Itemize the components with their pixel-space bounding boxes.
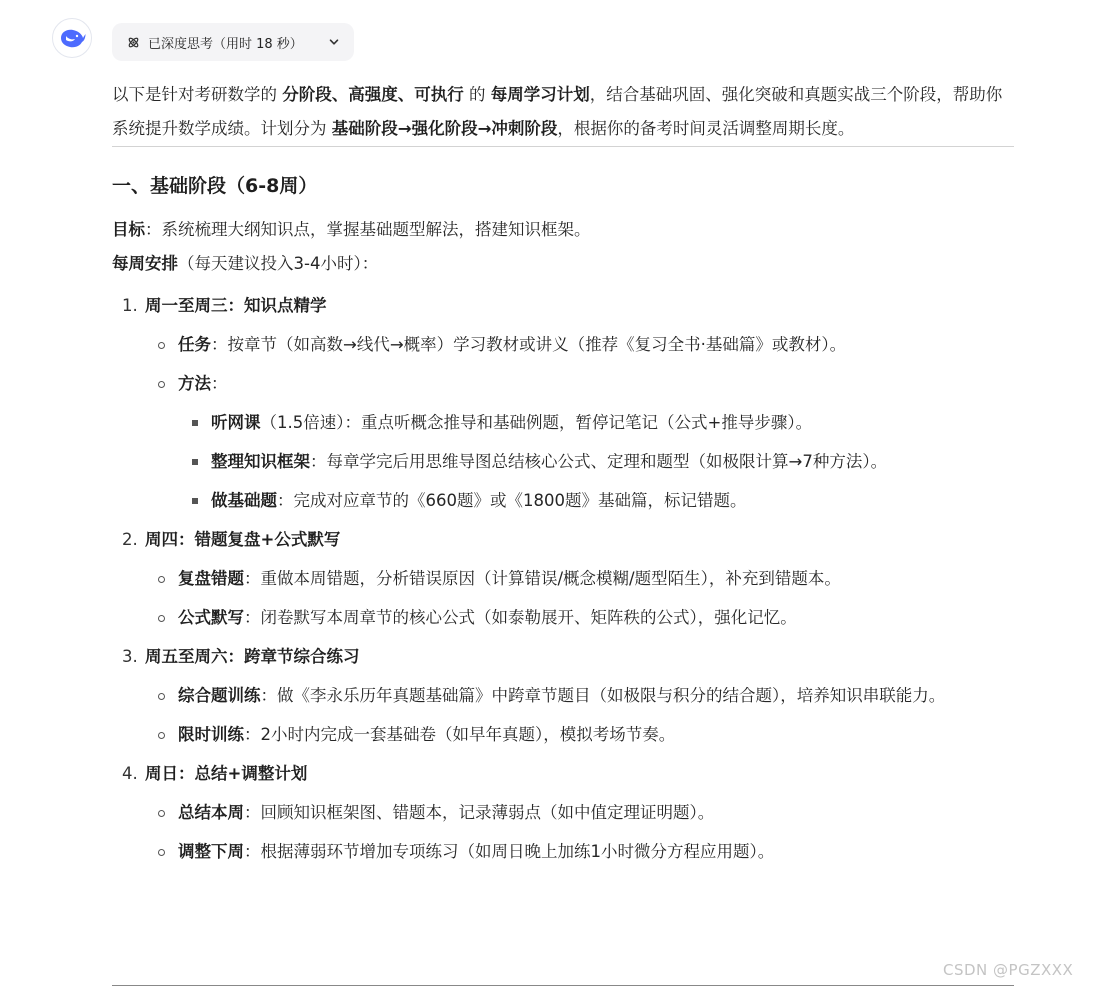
deep-thinking-label: 已深度思考（用时 18 秒） bbox=[148, 36, 303, 52]
sub-item: 复盘错题：重做本周错题，分析错误原因（计算错误/概念模糊/题型陌生），补充到错题本。 bbox=[112, 562, 1014, 596]
sub-item: 任务：按章节（如高数→线代→概率）学习教材或讲义（推荐《复习全书·基础篇》或教材）。 bbox=[112, 328, 1014, 362]
atom-icon bbox=[127, 36, 140, 49]
list-item: 1. 周一至周三：知识点精学 bbox=[122, 296, 327, 315]
goal-line: 目标：系统梳理大纲知识点，掌握基础题型解法，搭建知识框架。 每周安排（每天建议投入3-4小时）： bbox=[112, 220, 591, 273]
bottom-divider bbox=[112, 985, 1014, 986]
divider bbox=[112, 146, 1014, 147]
sub-item: 总结本周：回顾知识框架图、错题本，记录薄弱点（如中值定理证明题）。 bbox=[112, 796, 1014, 830]
sub-sub-item: 做基础题：完成对应章节的《660题》或《1800题》基础篇，标记错题。 bbox=[112, 484, 1014, 518]
list-item: 4. 周日：总结+调整计划 bbox=[122, 764, 308, 783]
sub-item: 公式默写：闭卷默写本周章节的核心公式（如泰勒展开、矩阵秩的公式），强化记忆。 bbox=[112, 601, 1014, 635]
sub-item: 方法： bbox=[112, 367, 1014, 401]
answer-content bbox=[112, 78, 1014, 869]
intro-paragraph: 以下是针对考研数学的 分阶段、高强度、可执行 的 每周学习计划，结合基础巩固、强化突破和真题实战三个阶段，帮助你系统提升数学成绩。计划分为 基础阶段→强化阶段→冲刺阶段，根据你的备考时间灵活调整周期长度。 bbox=[112, 85, 1003, 138]
list-item: 2. 周四：错题复盘+公式默写 bbox=[122, 530, 341, 549]
sub-sub-item: 整理知识框架：每章学完后用思维导图总结核心公式、定理和题型（如极限计算→7种方法）。 bbox=[112, 445, 1014, 479]
sub-item: 综合题训练：做《李永乐历年真题基础篇》中跨章节题目（如极限与积分的结合题），培养知识串联能力。 bbox=[112, 679, 1014, 713]
whale-logo-icon bbox=[58, 27, 86, 49]
deep-thinking-toggle[interactable] bbox=[112, 23, 354, 61]
sub-item: 限时训练：2小时内完成一套基础卷（如早年真题），模拟考场节奏。 bbox=[112, 718, 1014, 752]
avatar bbox=[52, 18, 92, 58]
watermark: CSDN @PGZXXX bbox=[943, 961, 1074, 979]
chevron-down-icon bbox=[328, 36, 340, 48]
sub-item: 调整下周：根据薄弱环节增加专项练习（如周日晚上加练1小时微分方程应用题）。 bbox=[112, 835, 1014, 869]
section-heading: 一、基础阶段（6-8周） bbox=[112, 175, 318, 197]
list-item: 3. 周五至周六：跨章节综合练习 bbox=[122, 647, 360, 666]
weekly-plan-list bbox=[112, 289, 1014, 869]
sub-sub-item: 听网课（1.5倍速）：重点听概念推导和基础例题，暂停记笔记（公式+推导步骤）。 bbox=[112, 406, 1014, 440]
